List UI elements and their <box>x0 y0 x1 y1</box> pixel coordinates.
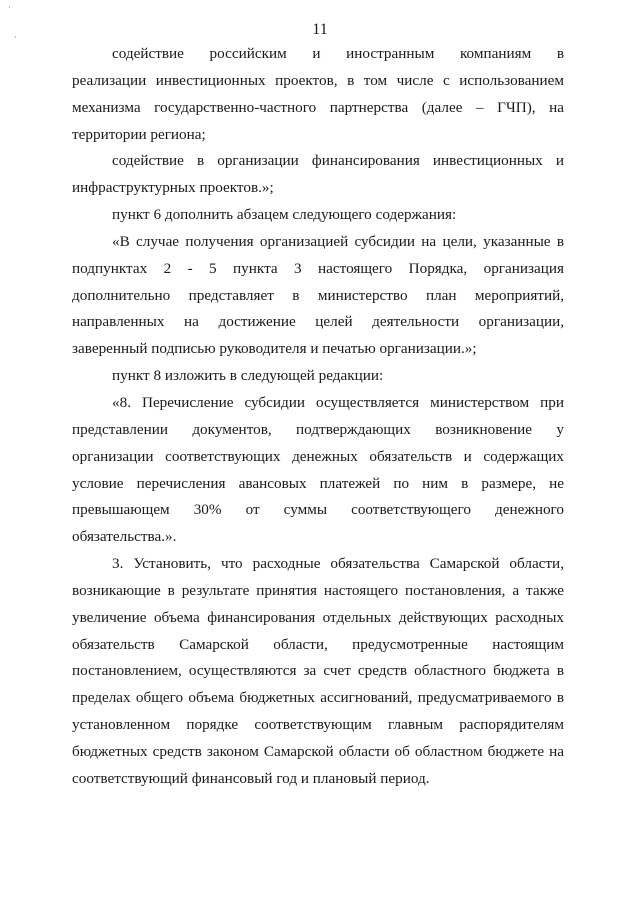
text-line: пределах общего объема бюджетных ассигнований, предусматриваемого в <box>72 689 564 707</box>
text-line: подпунктах 2 - 5 пункта 3 настоящего Порядка, организация <box>72 259 564 277</box>
text-line: постановлением, осуществляются за счет средств областного бюджета в <box>72 662 564 680</box>
page-number: 11 <box>312 21 328 38</box>
text-line: обязательств Самарской области, предусмотренные настоящим <box>72 635 564 653</box>
text-line: территории региона; <box>72 125 206 143</box>
text-line: направленных на достижение целей деятельности организации, <box>72 313 564 331</box>
text-line: превышающем 30% от суммы соответствующего денежного <box>72 501 564 519</box>
text-line: «8. Перечисление субсидии осуществляется министерством при <box>112 393 564 411</box>
text-line: увеличение объема финансирования отдельных действующих расходных <box>72 608 564 626</box>
text-line: представлении документов, подтверждающих возникновение у <box>72 420 564 438</box>
text-line: «В случае получения организацией субсидии на цели, указанные в <box>112 232 564 250</box>
text-line: содействие в организации финансирования инвестиционных и <box>112 152 564 170</box>
document-body <box>72 41 564 793</box>
text-line: соответствующий финансовый год и плановый период. <box>72 769 430 787</box>
text-line: механизма государственно-частного партнерства (далее – ГЧП), на <box>72 98 564 116</box>
text-line: пункт 8 изложить в следующей редакции: <box>112 367 384 385</box>
text-line: организации соответствующих денежных обязательств и содержащих <box>72 447 564 465</box>
text-line: 3. Установить, что расходные обязательства Самарской области, <box>112 555 564 573</box>
text-line: установленном порядке соответствующим главным распорядителям <box>72 716 564 734</box>
text-line: дополнительно представляет в министерство план мероприятий, <box>72 286 564 304</box>
text-line: пункт 6 дополнить абзацем следующего содержания: <box>112 206 457 224</box>
text-line: условие перечисления авансовых платежей по ним в размере, не <box>72 474 564 492</box>
text-line: содействие российским и иностранным компаниям в <box>112 45 564 62</box>
scan-speck: · <box>8 3 11 12</box>
text-line: возникающие в результате принятия настоящего постановления, а также <box>72 581 564 599</box>
text-line: заверенный подписью руководителя и печатью организации.»; <box>72 340 477 358</box>
text-line: обязательства.». <box>72 528 177 546</box>
text-line: инфраструктурных проектов.»; <box>72 179 274 197</box>
scan-speck: · <box>14 33 17 42</box>
text-line: бюджетных средств законом Самарской области об областном бюджете на <box>72 742 564 760</box>
text-line: реализации инвестиционных проектов, в том числе с использованием <box>72 71 564 89</box>
